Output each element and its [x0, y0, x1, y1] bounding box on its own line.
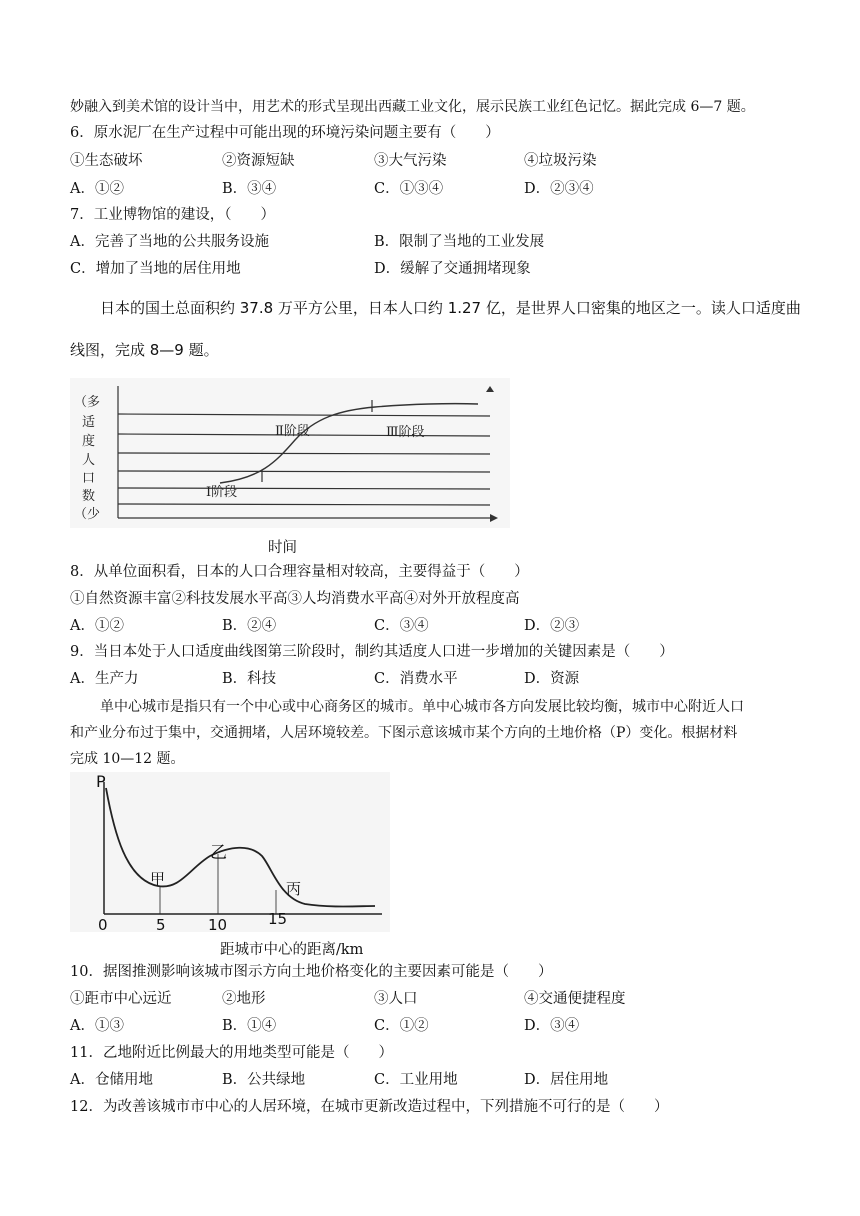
- q7-option-c[interactable]: C．增加了当地的居住用地: [70, 261, 241, 277]
- q10-option-a[interactable]: A．①③: [70, 1018, 124, 1034]
- q6-item-3: ③大气污染: [374, 153, 447, 169]
- q6-option-c[interactable]: C．①③④: [374, 181, 444, 197]
- q9-option-a[interactable]: A．生产力: [70, 671, 139, 687]
- q7-option-b[interactable]: B．限制了当地的工业发展: [374, 234, 545, 250]
- q10-option-c[interactable]: C．①②: [374, 1018, 429, 1034]
- tick-label: 10: [208, 916, 228, 932]
- tick-label: 5: [156, 916, 166, 932]
- q11-option-b[interactable]: B．公共绿地: [222, 1072, 306, 1088]
- q9-option-b[interactable]: B．科技: [222, 671, 277, 687]
- passage-tail: 妙融入到美术馆的设计当中，用艺术的形式呈现出西藏工业文化，展示民族工业红色记忆。据此完成 6—7 题。: [70, 99, 755, 115]
- passage3-line3: 完成 10—12 题。: [70, 751, 185, 767]
- q8-option-a[interactable]: A．①②: [70, 618, 124, 634]
- grid-line: [118, 414, 490, 416]
- ylabel-char: 度: [82, 434, 96, 449]
- q6-item-4: ④垃圾污染: [524, 153, 597, 169]
- q8-option-c[interactable]: C．③④: [374, 618, 429, 634]
- q6-stem: 6．原水泥厂在生产过程中可能出现的环境污染问题主要有（ ）: [70, 125, 500, 141]
- population-curve-figure: [70, 378, 510, 528]
- q10-item-1: ①距市中心远近: [70, 991, 172, 1007]
- y-axis-label: P: [96, 772, 106, 791]
- q6-option-b[interactable]: B．③④: [222, 181, 277, 197]
- stage3-label: Ⅲ阶段: [386, 425, 425, 440]
- label-yi: 乙: [210, 843, 227, 863]
- grid-line: [118, 471, 490, 472]
- q11-option-c[interactable]: C．工业用地: [374, 1072, 458, 1088]
- ylabel-char: （少: [74, 507, 101, 522]
- q6-item-1: ①生态破坏: [70, 153, 143, 169]
- q8-items: ①自然资源丰富②科技发展水平高③人均消费水平高④对外开放程度高: [70, 591, 520, 607]
- q8-option-d[interactable]: D．②③: [524, 618, 580, 634]
- land-price-figure: [70, 772, 390, 932]
- passage3-line1: 单中心城市是指只有一个中心或中心商务区的城市。单中心城市各方向发展比较均衡，城市中心附近人口: [100, 699, 744, 715]
- q10-option-b[interactable]: B．①④: [222, 1018, 277, 1034]
- tick-label: 15: [268, 910, 288, 928]
- q10-item-4: ④交通便捷程度: [524, 991, 626, 1007]
- stage2-label: Ⅱ阶段: [275, 424, 310, 439]
- grid-line: [118, 488, 490, 489]
- q8-option-b[interactable]: B．②④: [222, 618, 277, 634]
- passage3-line2: 和产业分布过于集中，交通拥堵，人居环境较差。下图示意该城市某个方向的土地价格（P）变化。根据材料: [70, 725, 738, 741]
- q7-stem: 7．工业博物馆的建设，（ ）: [70, 207, 275, 223]
- population-curve-svg: [70, 378, 510, 528]
- q12-stem: 12．为改善该城市市中心的人居环境，在城市更新改造过程中，下列措施不可行的是（ ）: [70, 1099, 669, 1115]
- y-axis-arrow: [486, 386, 494, 392]
- stage1-label: Ⅰ阶段: [206, 485, 238, 500]
- passage2-line1: 日本的国土总面积约 37.8 万平方公里，日本人口约 1.27 亿，是世界人口密集的地区之一。读人口适度曲: [100, 299, 801, 317]
- passage2-line2: 线图，完成 8—9 题。: [70, 341, 219, 359]
- land-price-svg: [70, 772, 390, 932]
- ylabel-char: 口: [82, 471, 96, 486]
- figure1-caption: 时间: [268, 540, 297, 556]
- ylabel-char: （多: [74, 395, 101, 410]
- tick-label: 0: [98, 916, 108, 932]
- q6-item-2: ②资源短缺: [222, 153, 295, 169]
- ylabel-char: 人: [82, 453, 96, 468]
- q9-stem: 9．当日本处于人口适度曲线图第三阶段时，制约其适度人口进一步增加的关键因素是（ ）: [70, 644, 674, 660]
- x-axis-arrow: [490, 514, 498, 522]
- figure2-caption: 距城市中心的距离/km: [220, 942, 364, 958]
- q8-stem: 8．从单位面积看，日本的人口合理容量相对较高，主要得益于（ ）: [70, 564, 529, 580]
- q7-option-a[interactable]: A．完善了当地的公共服务设施: [70, 234, 269, 250]
- grid-line: [118, 453, 490, 454]
- ylabel-char: 适: [82, 415, 96, 430]
- q10-item-3: ③人口: [374, 991, 418, 1007]
- q6-option-d[interactable]: D．②③④: [524, 181, 594, 197]
- q11-option-a[interactable]: A．仓储用地: [70, 1072, 153, 1088]
- q9-option-d[interactable]: D．资源: [524, 671, 580, 687]
- q9-option-c[interactable]: C．消费水平: [374, 671, 458, 687]
- label-jia: 甲: [150, 870, 166, 888]
- label-bing: 丙: [286, 880, 302, 898]
- q6-option-a[interactable]: A．①②: [70, 181, 124, 197]
- q11-stem: 11．乙地附近比例最大的用地类型可能是（ ）: [70, 1045, 393, 1061]
- ylabel-char: 数: [82, 489, 96, 504]
- price-curve: [106, 788, 375, 907]
- q7-option-d[interactable]: D．缓解了交通拥堵现象: [374, 261, 531, 277]
- q11-option-d[interactable]: D．居住用地: [524, 1072, 609, 1088]
- grid-line: [118, 504, 490, 505]
- q10-item-2: ②地形: [222, 991, 266, 1007]
- q10-option-d[interactable]: D．③④: [524, 1018, 580, 1034]
- q10-stem: 10．据图推测影响该城市图示方向土地价格变化的主要因素可能是（ ）: [70, 964, 553, 980]
